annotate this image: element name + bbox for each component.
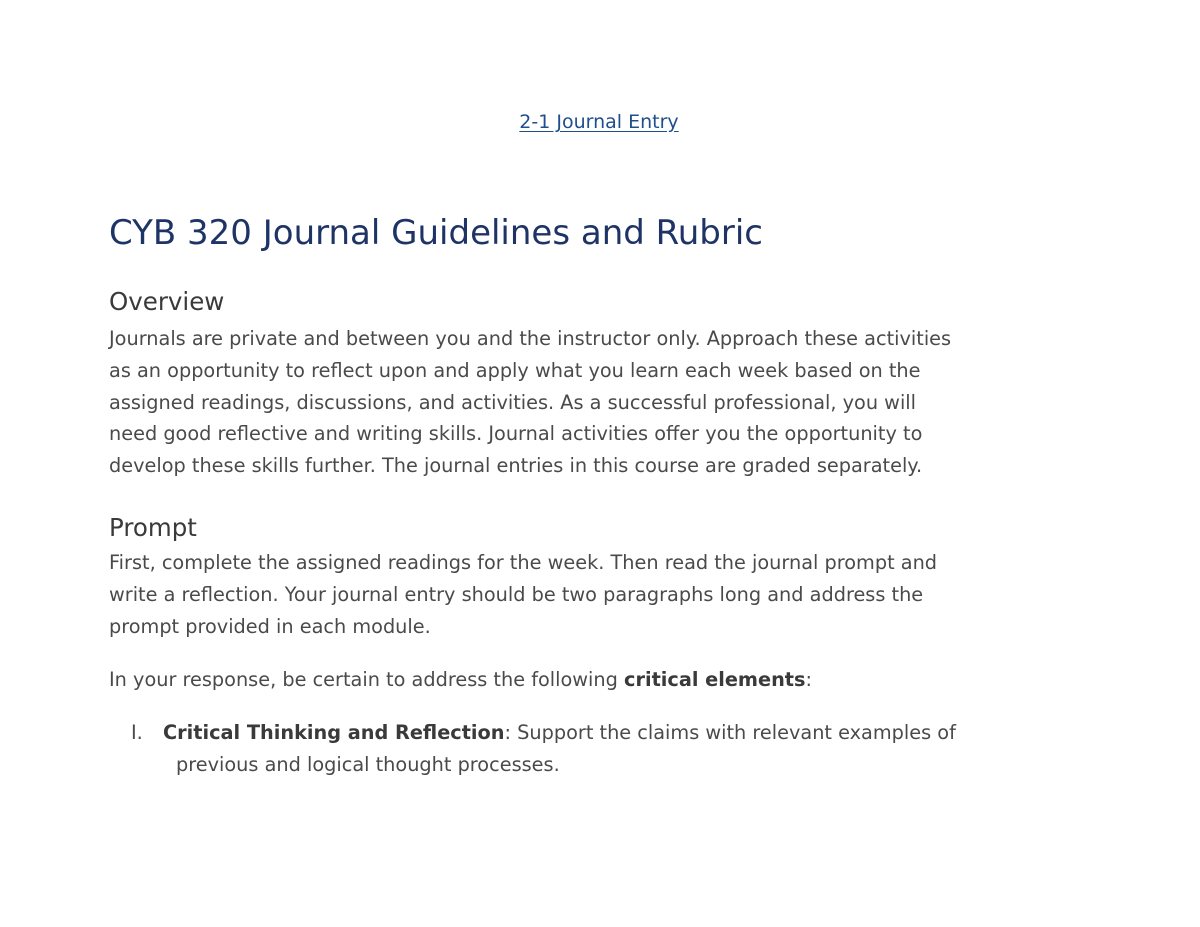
critical-elements-emphasis: critical elements [624, 668, 806, 691]
overview-line-4: need good reflective and writing skills. Journal activities offer you the opportunity to [109, 422, 923, 446]
prompt-heading: Prompt [109, 513, 197, 542]
journal-entry-link[interactable]: 2-1 Journal Entry [519, 111, 679, 133]
prompt-line-2: write a reflection. Your journal entry should be two paragraphs long and address the [109, 582, 924, 606]
prompt-line-3: prompt provided in each module. [109, 614, 431, 638]
response-instructions [109, 664, 1089, 696]
prompt-paragraph [109, 547, 1089, 642]
list-item-text-line-2: previous and logical thought processes. [176, 753, 560, 776]
overview-line-1: Journals are private and between you and the instructor only. Approach these activities [109, 327, 952, 350]
list-item-title: Critical Thinking and Reflection [163, 721, 505, 744]
critical-elements-list [109, 717, 1089, 781]
overview-line-5: develop these skills further. The journal entries in this course are graded separately. [109, 454, 923, 478]
response-colon: : [805, 668, 813, 691]
response-intro-text: In your response, be certain to address the following [109, 668, 625, 691]
journal-entry-link-container [109, 110, 1089, 134]
list-item [109, 717, 1089, 781]
overview-line-3: assigned readings, discussions, and activities. As a successful professional, you will [109, 390, 917, 414]
overview-line-2: as an opportunity to reflect upon and apply what you learn each week based on the [109, 358, 921, 382]
prompt-line-1: First, complete the assigned readings for the week. Then read the journal prompt and [109, 551, 938, 574]
list-item-text-line-1: : Support the claims with relevant examples of [504, 721, 956, 744]
overview-paragraph [109, 323, 1089, 482]
document-title: CYB 320 Journal Guidelines and Rubric [109, 213, 763, 253]
list-item-marker: I. [131, 721, 143, 744]
overview-heading: Overview [109, 287, 225, 316]
